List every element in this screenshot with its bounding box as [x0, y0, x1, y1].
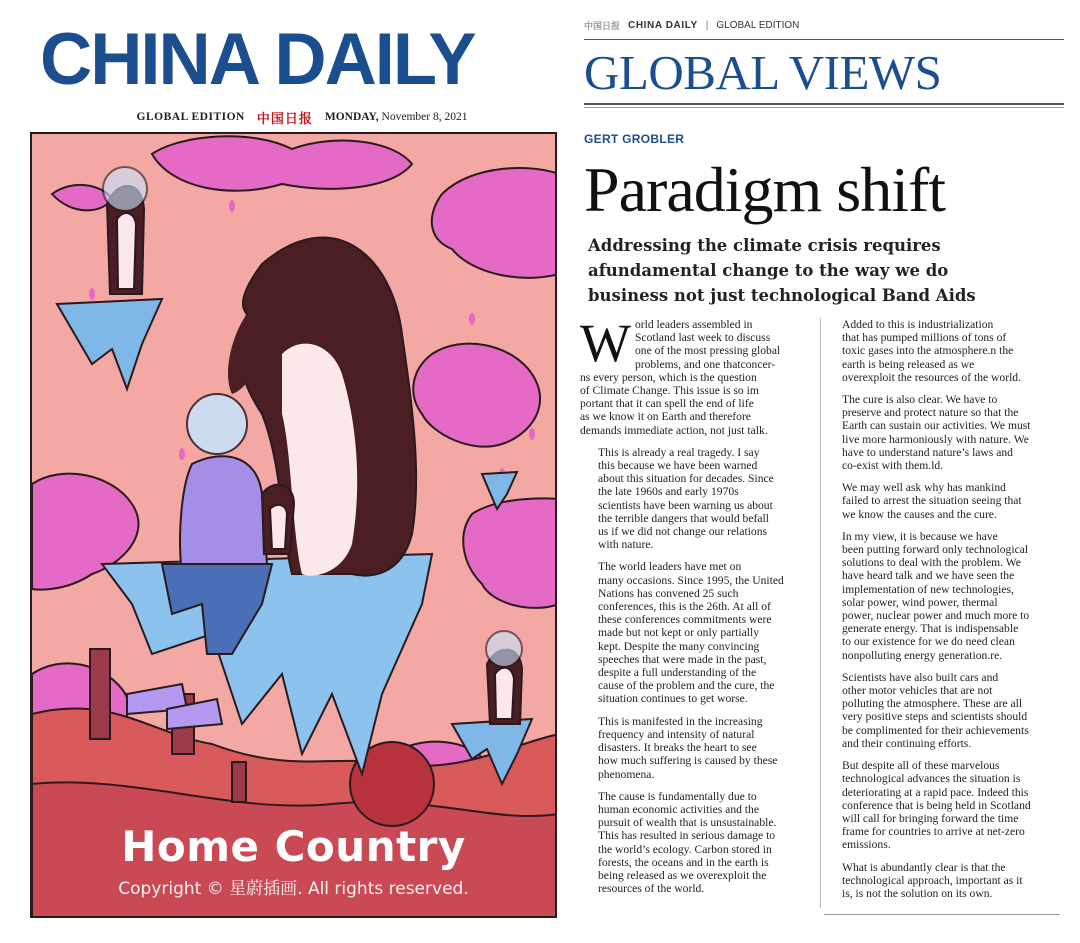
edition-label: GLOBAL EDITION [136, 111, 245, 123]
body-line: overexploit the resources of the world. [842, 370, 1022, 384]
deck-line: afundamental change to the way we do [588, 261, 949, 280]
body-paragraph [580, 313, 816, 437]
body-line: earth is being released as we [842, 357, 975, 371]
body-line: implementation of new technologies, [842, 582, 1014, 596]
issue-weekday: MONDAY, [324, 111, 379, 123]
body-line: we know the causes and the cure. [842, 507, 997, 521]
body-line: live more harmoniously with nature. We [842, 432, 1029, 446]
body-line: is, is not the solution on its own. [842, 886, 993, 900]
body-line: In my view, it is because we have [842, 529, 998, 543]
body-line: many occasions. Since 1995, the United [598, 573, 784, 587]
body-line: pursuit of wealth that is unsustainable. [598, 816, 777, 830]
body-line: Earth can sustain our activities. We must [842, 419, 1031, 433]
section-rule [584, 103, 1064, 105]
body-line: technological advances the situation is [842, 772, 1021, 786]
byline: GERT GROBLER [584, 132, 685, 146]
body-paragraph [824, 671, 1060, 750]
article-page [580, 0, 1070, 943]
body-line: What is abundantly clear is that the [842, 860, 1006, 874]
body-line: conference that is being held in Scotland [842, 798, 1031, 812]
body-paragraph [824, 759, 1060, 851]
headline: Paradigm shift [584, 154, 946, 225]
body-line: one of the most pressing global [634, 344, 781, 358]
end-rule [824, 914, 1060, 915]
body-line: demands immediate action, not just talk. [580, 423, 768, 437]
body-line: will call for bringing forward the time [842, 811, 1019, 825]
body-line: frame for countries to arrive at net-zero [842, 825, 1025, 839]
drop-cap: W [580, 313, 631, 373]
body-line: solar power, wind power, thermal [842, 595, 998, 609]
body-line: The world leaders have met on [598, 560, 742, 574]
body-line: with nature. [598, 538, 654, 552]
body-line: speeches that were made in the past, [598, 652, 767, 666]
chinese-masthead: 中国日报 [256, 111, 313, 127]
page-header-separator: | [705, 19, 709, 31]
body-line: conferences, this is the 26th. At all of [598, 600, 771, 614]
body-line: But despite all of these marvelous [842, 759, 1000, 773]
body-paragraph [580, 446, 816, 552]
body-line: situation continues to get worse. [598, 692, 748, 706]
illustration-art [32, 134, 557, 918]
body-line: cause of the problem and the cure, the [598, 679, 775, 693]
body-paragraph [580, 560, 816, 705]
body-line: been putting forward only technological [842, 543, 1029, 557]
body-line: this because we have been warned [598, 459, 758, 473]
body-line: frequency and intensity of natural [598, 727, 755, 741]
body-line: Added to this is industrialization [842, 318, 994, 331]
body-line: to our existence for we do need clean [842, 635, 1015, 649]
body-line: ns every person, which is the question [580, 370, 757, 384]
body-line: co-exist with them.ld. [842, 459, 944, 473]
page-header-paper: CHINA DAILY [628, 19, 698, 31]
body-line: human economic activities and the [598, 802, 759, 816]
body-line: kept. Despite the many convincing [598, 639, 760, 653]
body-line: the late 1960s and early 1970s [598, 485, 739, 499]
body-line: We may well ask why has mankind [842, 481, 1006, 495]
body-line: portant that it can spell the end of life [580, 397, 754, 411]
body-line: This is already a real tragedy. I say [598, 445, 760, 459]
body-line: these conferences commitments were [598, 613, 772, 627]
page-header-edition: GLOBAL EDITION [716, 19, 800, 31]
body-line: This has resulted in serious damage to [598, 829, 776, 843]
cover-caption-title: Home Country [121, 822, 466, 871]
cover-copyright: Copyright © 星蔚插画. All rights reserved. [118, 879, 469, 899]
body-line: polluting the atmosphere. These are all [842, 697, 1023, 711]
body-line: Scotland last week to discuss [634, 331, 771, 345]
body-paragraph [824, 393, 1060, 472]
body-line: scientists have been warning us about [598, 498, 773, 512]
body-line: emissions. [842, 838, 891, 852]
issue-date [325, 111, 468, 123]
body-line: that has pumped millions of tons of [842, 331, 1007, 345]
deck [588, 233, 1058, 308]
column-divider [820, 318, 821, 908]
body-line: failed to arrest the situation seeing that [842, 494, 1022, 508]
masthead-dateline [42, 107, 562, 127]
body-line: The cure is also clear. We have to [842, 393, 998, 407]
page-header-chinese: 中国日报 [584, 21, 621, 32]
body-line: forests, the oceans and in the earth is [598, 855, 769, 869]
deck-line: Addressing the climate crisis requires [588, 236, 941, 255]
body-line: Nations has convened 25 such [598, 586, 739, 600]
body-column-2 [824, 318, 1060, 909]
body-line: The cause is fundamentally due to [598, 789, 757, 803]
page-header [584, 16, 1064, 34]
body-line: problems, and one thatconcer- [634, 357, 776, 371]
body-line: as we know it on Earth and therefore [580, 410, 751, 424]
body-paragraph [824, 318, 1060, 384]
body-line: us if we did not change our relations [598, 525, 768, 539]
body-line: technological approach, important as it [842, 873, 1023, 887]
body-line: the terrible dangers that would befall [598, 511, 769, 525]
body-line: orld leaders assembled in [634, 318, 753, 331]
body-line: This is manifested in the increasing [598, 714, 763, 728]
body-line: have heard talk and we have seen the [842, 569, 1015, 583]
body-line: phenomena. [598, 767, 655, 781]
body-line: deteriorating at a rapid pace. Indeed this [842, 785, 1029, 799]
deck-line: business not just technological Band Aids [588, 286, 976, 305]
body-line: very positive steps and scientists should [842, 710, 1028, 724]
body-paragraph [824, 861, 1060, 901]
body-line: despite a full understanding of the [598, 666, 757, 680]
issue-date-text: November 8, 2021 [381, 111, 468, 123]
cover-illustration [30, 132, 557, 918]
body-line: about this situation for decades. Since [598, 472, 774, 486]
body-line: made but not kept or only partially [598, 626, 759, 640]
body-paragraph [824, 530, 1060, 662]
cover-page [22, 0, 567, 943]
body-line: the world’s ecology. Carbon stored in [598, 842, 772, 856]
section-rule-thin [584, 107, 1064, 108]
body-paragraph [580, 790, 816, 896]
section-title: GLOBAL VIEWS [584, 45, 942, 100]
body-paragraph [824, 481, 1060, 521]
body-line: disasters. It breaks the heart to see [598, 741, 757, 755]
body-line: have to understand nature’s laws and [842, 445, 1013, 459]
body-line: toxic gases into the atmosphere.n the [842, 344, 1014, 358]
body-line: resources of the world. [598, 882, 705, 896]
body-line: of Climate Change. This issue is so im [580, 384, 759, 398]
body-line: being released as we overexploit the [598, 868, 767, 882]
body-line: how much suffering is caused by these [598, 754, 778, 768]
masthead-title: CHINA DAILY [40, 19, 475, 100]
body-paragraph [580, 715, 816, 781]
body-line: other motor vehicles that are not [842, 684, 993, 698]
header-rule [584, 39, 1064, 40]
body-line: be complimented for their achievements [842, 723, 1029, 737]
body-line: power, nuclear power and much more to [842, 609, 1030, 623]
body-line: and their continuing efforts. [842, 736, 972, 750]
body-column-1 [580, 313, 816, 904]
body-line: Scientists have also built cars and [842, 670, 999, 684]
body-line: preserve and protect nature so that the [842, 406, 1019, 420]
body-line: generate energy. That is indispensable [842, 622, 1019, 636]
body-line: nonpolluting energy generation.re. [842, 648, 1003, 662]
body-line: solutions to deal with the problem. We [842, 556, 1021, 570]
